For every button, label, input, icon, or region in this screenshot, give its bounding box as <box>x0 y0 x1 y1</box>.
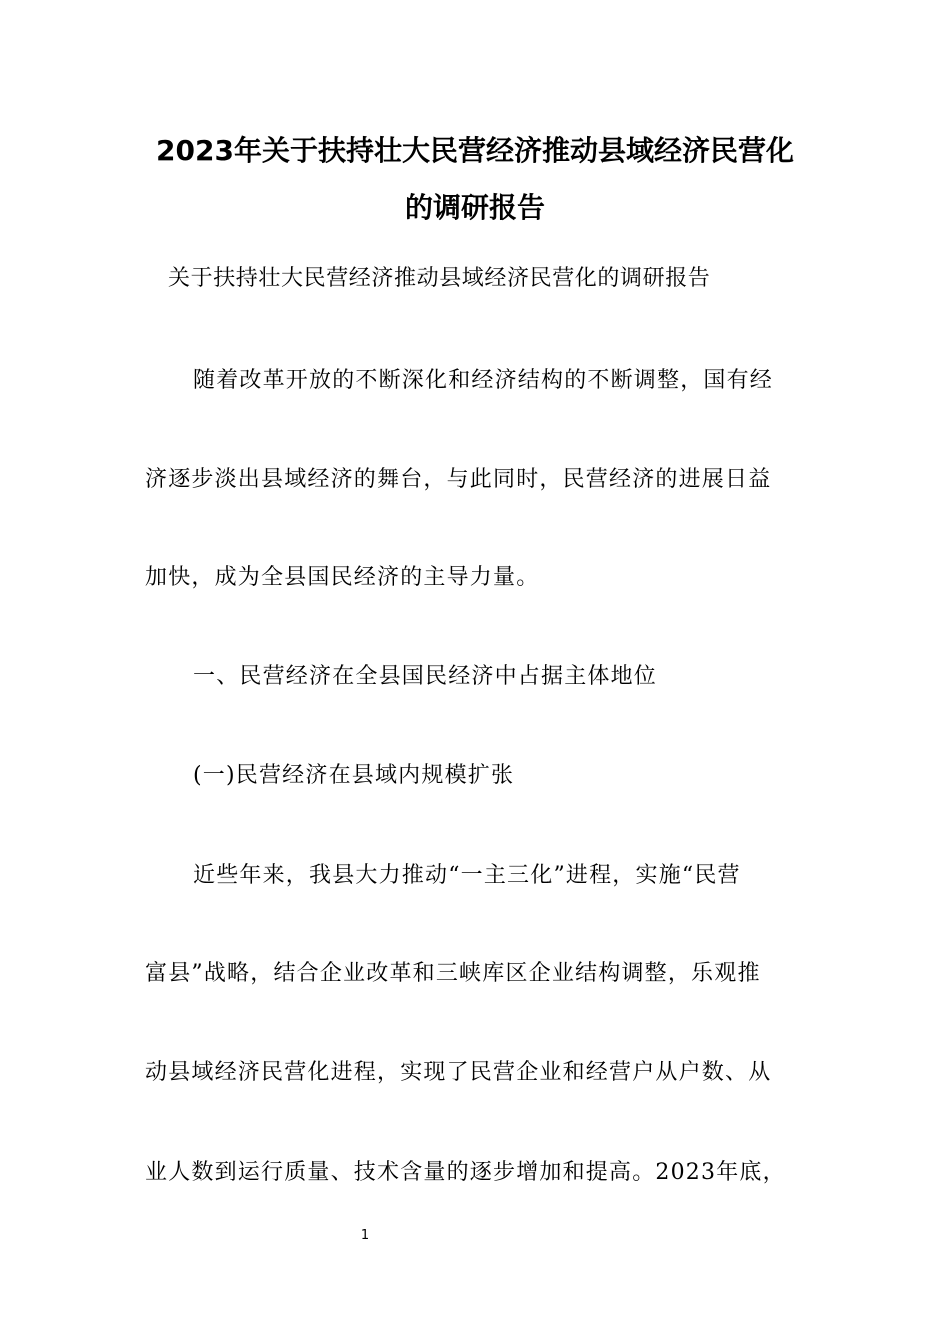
subsection-heading: (一)民营经济在县域内规模扩张 <box>193 763 515 788</box>
paragraph-line: 随着改革开放的不断深化和经济结构的不断调整，国有经 <box>193 368 774 393</box>
document-title-line-1: 2023年关于扶持壮大民营经济推动县域经济民营化 <box>156 134 794 167</box>
paragraph-line: 富县”战略，结合企业改革和三峡库区企业结构调整，乐观推 <box>145 961 761 986</box>
paragraph-line: 动县域经济民营化进程，实现了民营企业和经营户从户数、从 <box>145 1060 772 1085</box>
paragraph-line: 加快，成为全县国民经济的主导力量。 <box>145 565 540 590</box>
paragraph-line: 济逐步淡出县域经济的舞台，与此同时，民营经济的进展日益 <box>145 467 772 492</box>
document-title-line-2: 的调研报告 <box>404 191 545 224</box>
document-subtitle: 关于扶持壮大民营经济推动县域经济民营化的调研报告 <box>168 266 711 291</box>
paragraph-line: 业人数到运行质量、技术含量的逐步增加和提高。2023年底， <box>145 1160 786 1185</box>
page-number: 1 <box>360 1228 370 1243</box>
paragraph-line: 近些年来，我县大力推动“一主三化”进程，实施“民营 <box>193 863 741 888</box>
section-heading: 一、民营经济在全县国民经济中占据主体地位 <box>193 664 658 689</box>
